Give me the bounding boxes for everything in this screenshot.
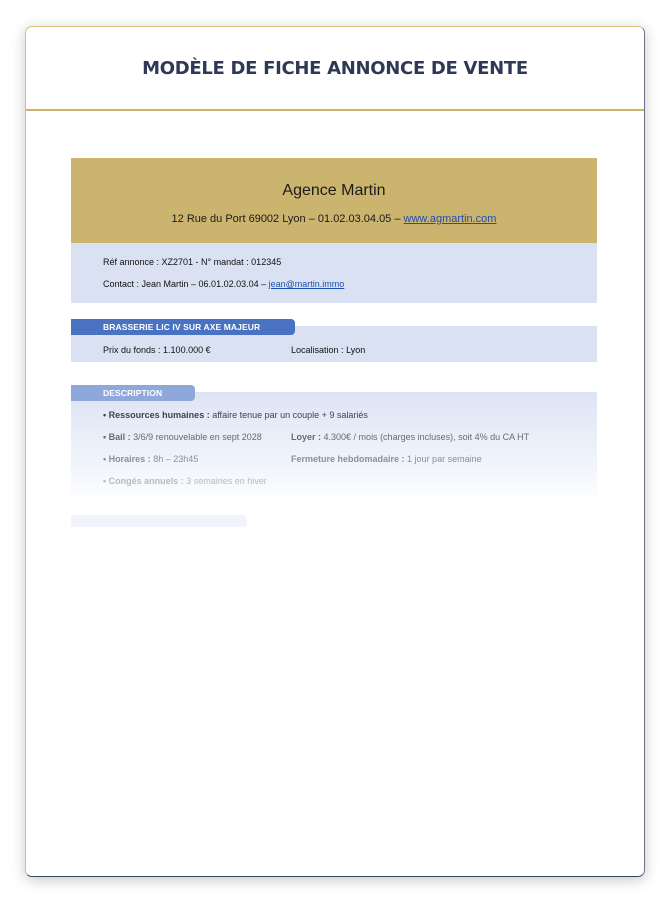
- description-label: Fermeture hebdomadaire :: [291, 454, 405, 464]
- price-location-row: [71, 345, 597, 367]
- document-title: MODÈLE DE FICHE ANNONCE DE VENTE: [142, 57, 528, 79]
- description-label: • Congés annuels :: [103, 476, 184, 486]
- contact-email-link[interactable]: jean@martin.immo: [268, 279, 345, 289]
- description-value: 4.300€ / mois (charges incluses), soit 4% du CA HT: [323, 432, 530, 442]
- location-value: Lyon: [346, 345, 366, 355]
- description-value: 1 jour par semaine: [407, 454, 482, 464]
- description-row: [71, 432, 597, 454]
- agency-banner: [71, 158, 597, 243]
- agency-address: 12 Rue du Port 69002 Lyon – 01.02.03.04.05 –: [171, 213, 401, 225]
- faded-section-tab: [71, 515, 247, 527]
- location-field: [291, 345, 365, 355]
- agency-website-link[interactable]: www.agmartin.com: [403, 213, 497, 225]
- description-value: affaire tenue par un couple + 9 salariés: [212, 410, 368, 420]
- price-label: Prix du fonds :: [103, 345, 161, 355]
- reference-line: Réf annonce : XZ2701 - N° mandat : 012345: [103, 257, 282, 267]
- brasserie-section-title: BRASSERIE LIC IV SUR AXE MAJEUR: [71, 319, 295, 335]
- description-row: [71, 476, 597, 498]
- description-row: [71, 454, 597, 476]
- agency-address-line: [71, 213, 597, 225]
- description-row: [71, 410, 597, 432]
- description-label: Loyer :: [291, 432, 322, 442]
- description-section-title: DESCRIPTION: [71, 385, 195, 401]
- agency-name: Agence Martin: [282, 182, 386, 199]
- document-header: [26, 27, 644, 111]
- price-field: [103, 345, 211, 355]
- description-section-body: [71, 392, 597, 496]
- location-label: Localisation :: [291, 345, 344, 355]
- description-value: 3/6/9 renouvelable en sept 2028: [133, 432, 262, 442]
- description-value: 8h – 23h45: [153, 454, 199, 464]
- listing-contact-box: [71, 243, 597, 303]
- description-value: 3 semaines en hiver: [186, 476, 267, 486]
- description-label: • Ressources humaines :: [103, 410, 210, 420]
- price-value: 1.100.000 €: [163, 345, 211, 355]
- contact-line: [103, 279, 597, 301]
- contact-text: Contact : Jean Martin – 06.01.02.03.04 –: [103, 279, 267, 289]
- description-label: • Horaires :: [103, 454, 151, 464]
- document-card: [25, 26, 645, 877]
- description-label: • Bail :: [103, 432, 131, 442]
